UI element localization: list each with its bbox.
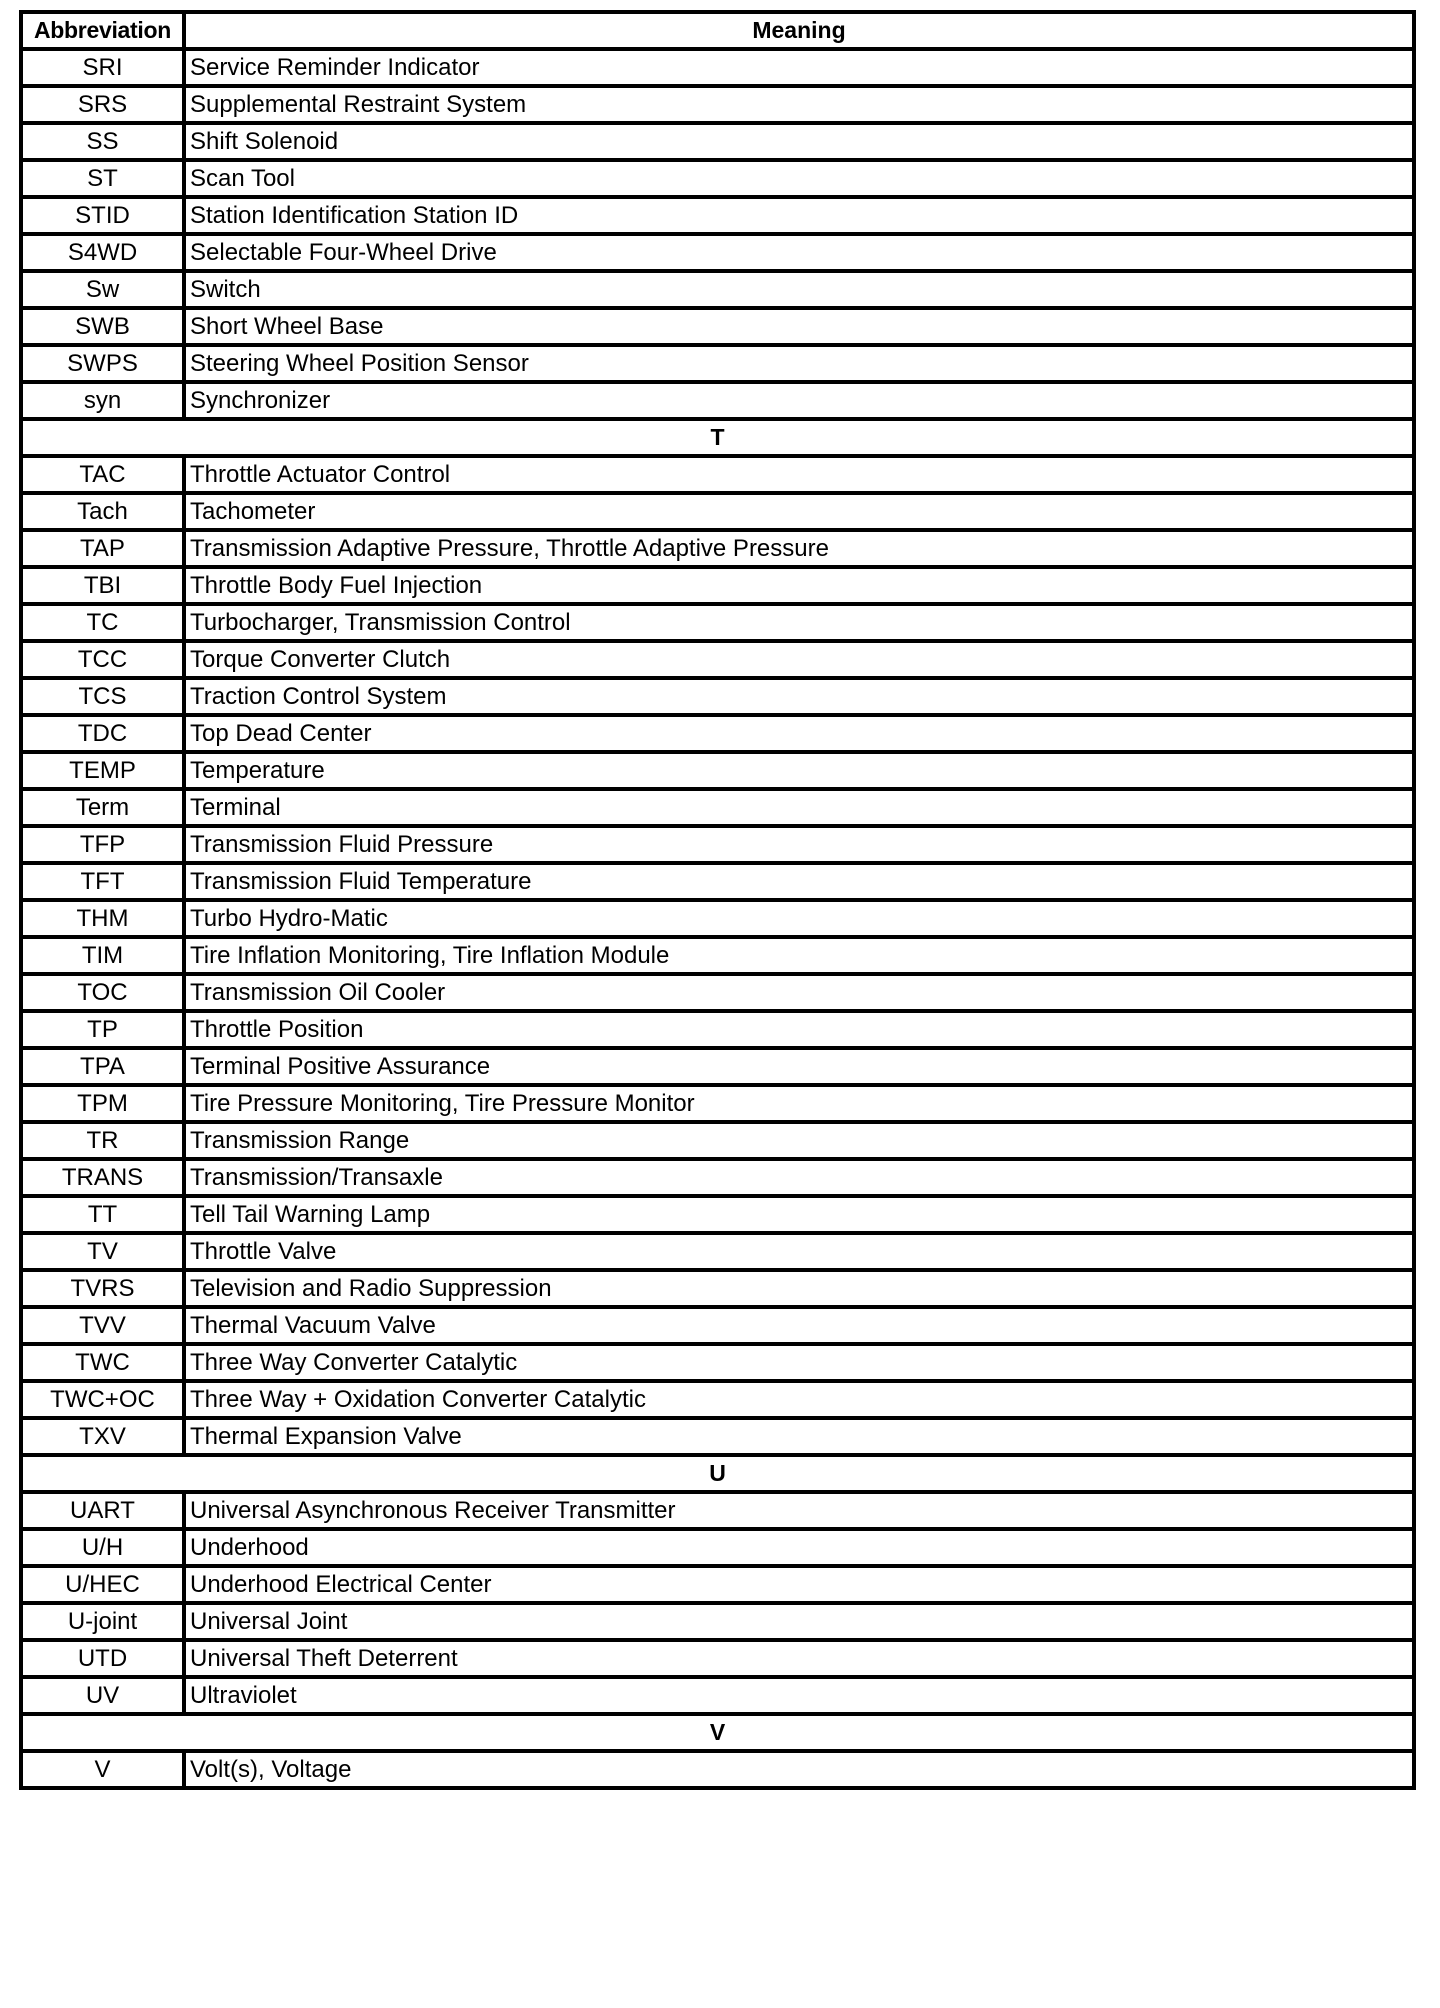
- table-row: [21, 752, 1414, 789]
- abbreviation-cell: U-joint: [21, 1603, 184, 1640]
- abbreviation-cell: TT: [21, 1196, 184, 1233]
- abbreviation-table: [19, 10, 1416, 1790]
- meaning-cell: Turbo Hydro-Matic: [184, 900, 1414, 937]
- table-row: [21, 382, 1414, 419]
- abbreviation-cell: U/H: [21, 1529, 184, 1566]
- meaning-cell: Universal Theft Deterrent: [184, 1640, 1414, 1677]
- section-letter: U: [21, 1455, 1414, 1492]
- table-row: [21, 1381, 1414, 1418]
- table-row: [21, 493, 1414, 530]
- table-row: [21, 678, 1414, 715]
- meaning-cell: Transmission Range: [184, 1122, 1414, 1159]
- table-row: [21, 1418, 1414, 1455]
- meaning-cell: Underhood Electrical Center: [184, 1566, 1414, 1603]
- section-letter: V: [21, 1714, 1414, 1751]
- meaning-cell: Tire Pressure Monitoring, Tire Pressure Monitor: [184, 1085, 1414, 1122]
- table-row: [21, 567, 1414, 604]
- table-row: [21, 826, 1414, 863]
- table-row: [21, 1307, 1414, 1344]
- meaning-cell: Service Reminder Indicator: [184, 49, 1414, 86]
- abbreviation-cell: TAC: [21, 456, 184, 493]
- table-body: [21, 49, 1414, 1788]
- meaning-cell: Transmission Oil Cooler: [184, 974, 1414, 1011]
- abbreviation-cell: TCC: [21, 641, 184, 678]
- abbreviation-cell: TAP: [21, 530, 184, 567]
- meaning-cell: Synchronizer: [184, 382, 1414, 419]
- meaning-cell: Transmission/Transaxle: [184, 1159, 1414, 1196]
- meaning-cell: Three Way + Oxidation Converter Catalytic: [184, 1381, 1414, 1418]
- abbreviation-cell: TC: [21, 604, 184, 641]
- abbreviation-cell: SWB: [21, 308, 184, 345]
- table-row: [21, 1529, 1414, 1566]
- meaning-cell: Universal Joint: [184, 1603, 1414, 1640]
- abbreviation-cell: TPA: [21, 1048, 184, 1085]
- table-row: [21, 1344, 1414, 1381]
- meaning-cell: Shift Solenoid: [184, 123, 1414, 160]
- meaning-cell: Throttle Position: [184, 1011, 1414, 1048]
- abbreviation-cell: TBI: [21, 567, 184, 604]
- table-row: [21, 456, 1414, 493]
- abbreviation-cell: TWC+OC: [21, 1381, 184, 1418]
- meaning-cell: Transmission Adaptive Pressure, Throttle Adaptive Pressure: [184, 530, 1414, 567]
- abbreviation-cell: TWC: [21, 1344, 184, 1381]
- meaning-cell: Tire Inflation Monitoring, Tire Inflation Module: [184, 937, 1414, 974]
- section-row: [21, 1714, 1414, 1751]
- abbreviation-cell: TRANS: [21, 1159, 184, 1196]
- table-row: [21, 1196, 1414, 1233]
- abbreviation-cell: TR: [21, 1122, 184, 1159]
- table-row: [21, 1640, 1414, 1677]
- abbreviation-column-header: Abbreviation: [21, 12, 184, 49]
- abbreviation-cell: Sw: [21, 271, 184, 308]
- table-row: [21, 641, 1414, 678]
- meaning-cell: Three Way Converter Catalytic: [184, 1344, 1414, 1381]
- meaning-cell: Supplemental Restraint System: [184, 86, 1414, 123]
- meaning-cell: Transmission Fluid Pressure: [184, 826, 1414, 863]
- meaning-cell: Terminal: [184, 789, 1414, 826]
- abbreviation-cell: SS: [21, 123, 184, 160]
- abbreviation-cell: TDC: [21, 715, 184, 752]
- meaning-cell: Thermal Expansion Valve: [184, 1418, 1414, 1455]
- abbreviation-cell: UART: [21, 1492, 184, 1529]
- meaning-cell: Turbocharger, Transmission Control: [184, 604, 1414, 641]
- abbreviation-cell: STID: [21, 197, 184, 234]
- table-row: [21, 1677, 1414, 1714]
- abbreviation-cell: U/HEC: [21, 1566, 184, 1603]
- meaning-cell: Selectable Four-Wheel Drive: [184, 234, 1414, 271]
- table-row: [21, 86, 1414, 123]
- meaning-cell: Tell Tail Warning Lamp: [184, 1196, 1414, 1233]
- table-row: [21, 1048, 1414, 1085]
- abbreviation-cell: SRS: [21, 86, 184, 123]
- meaning-cell: Thermal Vacuum Valve: [184, 1307, 1414, 1344]
- table-header-row: [21, 12, 1414, 49]
- table-row: [21, 308, 1414, 345]
- table-row: [21, 1085, 1414, 1122]
- meaning-cell: Volt(s), Voltage: [184, 1751, 1414, 1788]
- table-row: [21, 863, 1414, 900]
- meaning-cell: Universal Asynchronous Receiver Transmitter: [184, 1492, 1414, 1529]
- meaning-cell: Steering Wheel Position Sensor: [184, 345, 1414, 382]
- abbreviation-cell: TV: [21, 1233, 184, 1270]
- abbreviation-cell: TXV: [21, 1418, 184, 1455]
- abbreviation-cell: Tach: [21, 493, 184, 530]
- abbreviation-cell: Term: [21, 789, 184, 826]
- table-row: [21, 123, 1414, 160]
- table-row: [21, 1233, 1414, 1270]
- table-row: [21, 197, 1414, 234]
- meaning-cell: Terminal Positive Assurance: [184, 1048, 1414, 1085]
- table-row: [21, 1011, 1414, 1048]
- meaning-cell: Throttle Actuator Control: [184, 456, 1414, 493]
- section-row: [21, 1455, 1414, 1492]
- abbreviation-cell: TOC: [21, 974, 184, 1011]
- abbreviation-cell: TFP: [21, 826, 184, 863]
- abbreviation-cell: syn: [21, 382, 184, 419]
- abbreviation-cell: ST: [21, 160, 184, 197]
- abbreviation-cell: SWPS: [21, 345, 184, 382]
- abbreviation-cell: UV: [21, 1677, 184, 1714]
- table-row: [21, 234, 1414, 271]
- meaning-cell: Switch: [184, 271, 1414, 308]
- meaning-cell: Station Identification Station ID: [184, 197, 1414, 234]
- abbreviation-cell: TVV: [21, 1307, 184, 1344]
- meaning-cell: Underhood: [184, 1529, 1414, 1566]
- table-row: [21, 530, 1414, 567]
- abbreviation-cell: THM: [21, 900, 184, 937]
- section-letter: T: [21, 419, 1414, 456]
- table-row: [21, 160, 1414, 197]
- table-row: [21, 900, 1414, 937]
- table-row: [21, 789, 1414, 826]
- table-row: [21, 1492, 1414, 1529]
- abbreviation-cell: TVRS: [21, 1270, 184, 1307]
- meaning-cell: Short Wheel Base: [184, 308, 1414, 345]
- table-row: [21, 974, 1414, 1011]
- abbreviation-cell: TP: [21, 1011, 184, 1048]
- meaning-cell: Tachometer: [184, 493, 1414, 530]
- abbreviation-cell: S4WD: [21, 234, 184, 271]
- table-row: [21, 1566, 1414, 1603]
- table-row: [21, 1603, 1414, 1640]
- meaning-column-header: Meaning: [184, 12, 1414, 49]
- section-row: [21, 419, 1414, 456]
- meaning-cell: Throttle Valve: [184, 1233, 1414, 1270]
- table-row: [21, 1270, 1414, 1307]
- abbreviation-cell: SRI: [21, 49, 184, 86]
- table-row: [21, 1159, 1414, 1196]
- table-row: [21, 345, 1414, 382]
- table-row: [21, 49, 1414, 86]
- table-row: [21, 715, 1414, 752]
- meaning-cell: Ultraviolet: [184, 1677, 1414, 1714]
- table-row: [21, 1751, 1414, 1788]
- abbreviation-cell: TPM: [21, 1085, 184, 1122]
- meaning-cell: Television and Radio Suppression: [184, 1270, 1414, 1307]
- abbreviation-cell: V: [21, 1751, 184, 1788]
- meaning-cell: Temperature: [184, 752, 1414, 789]
- meaning-cell: Scan Tool: [184, 160, 1414, 197]
- meaning-cell: Throttle Body Fuel Injection: [184, 567, 1414, 604]
- abbreviation-cell: UTD: [21, 1640, 184, 1677]
- table-row: [21, 271, 1414, 308]
- abbreviation-cell: TEMP: [21, 752, 184, 789]
- table-row: [21, 1122, 1414, 1159]
- table-row: [21, 937, 1414, 974]
- abbreviation-cell: TFT: [21, 863, 184, 900]
- meaning-cell: Traction Control System: [184, 678, 1414, 715]
- abbreviation-cell: TIM: [21, 937, 184, 974]
- abbreviation-cell: TCS: [21, 678, 184, 715]
- meaning-cell: Torque Converter Clutch: [184, 641, 1414, 678]
- meaning-cell: Transmission Fluid Temperature: [184, 863, 1414, 900]
- meaning-cell: Top Dead Center: [184, 715, 1414, 752]
- table-row: [21, 604, 1414, 641]
